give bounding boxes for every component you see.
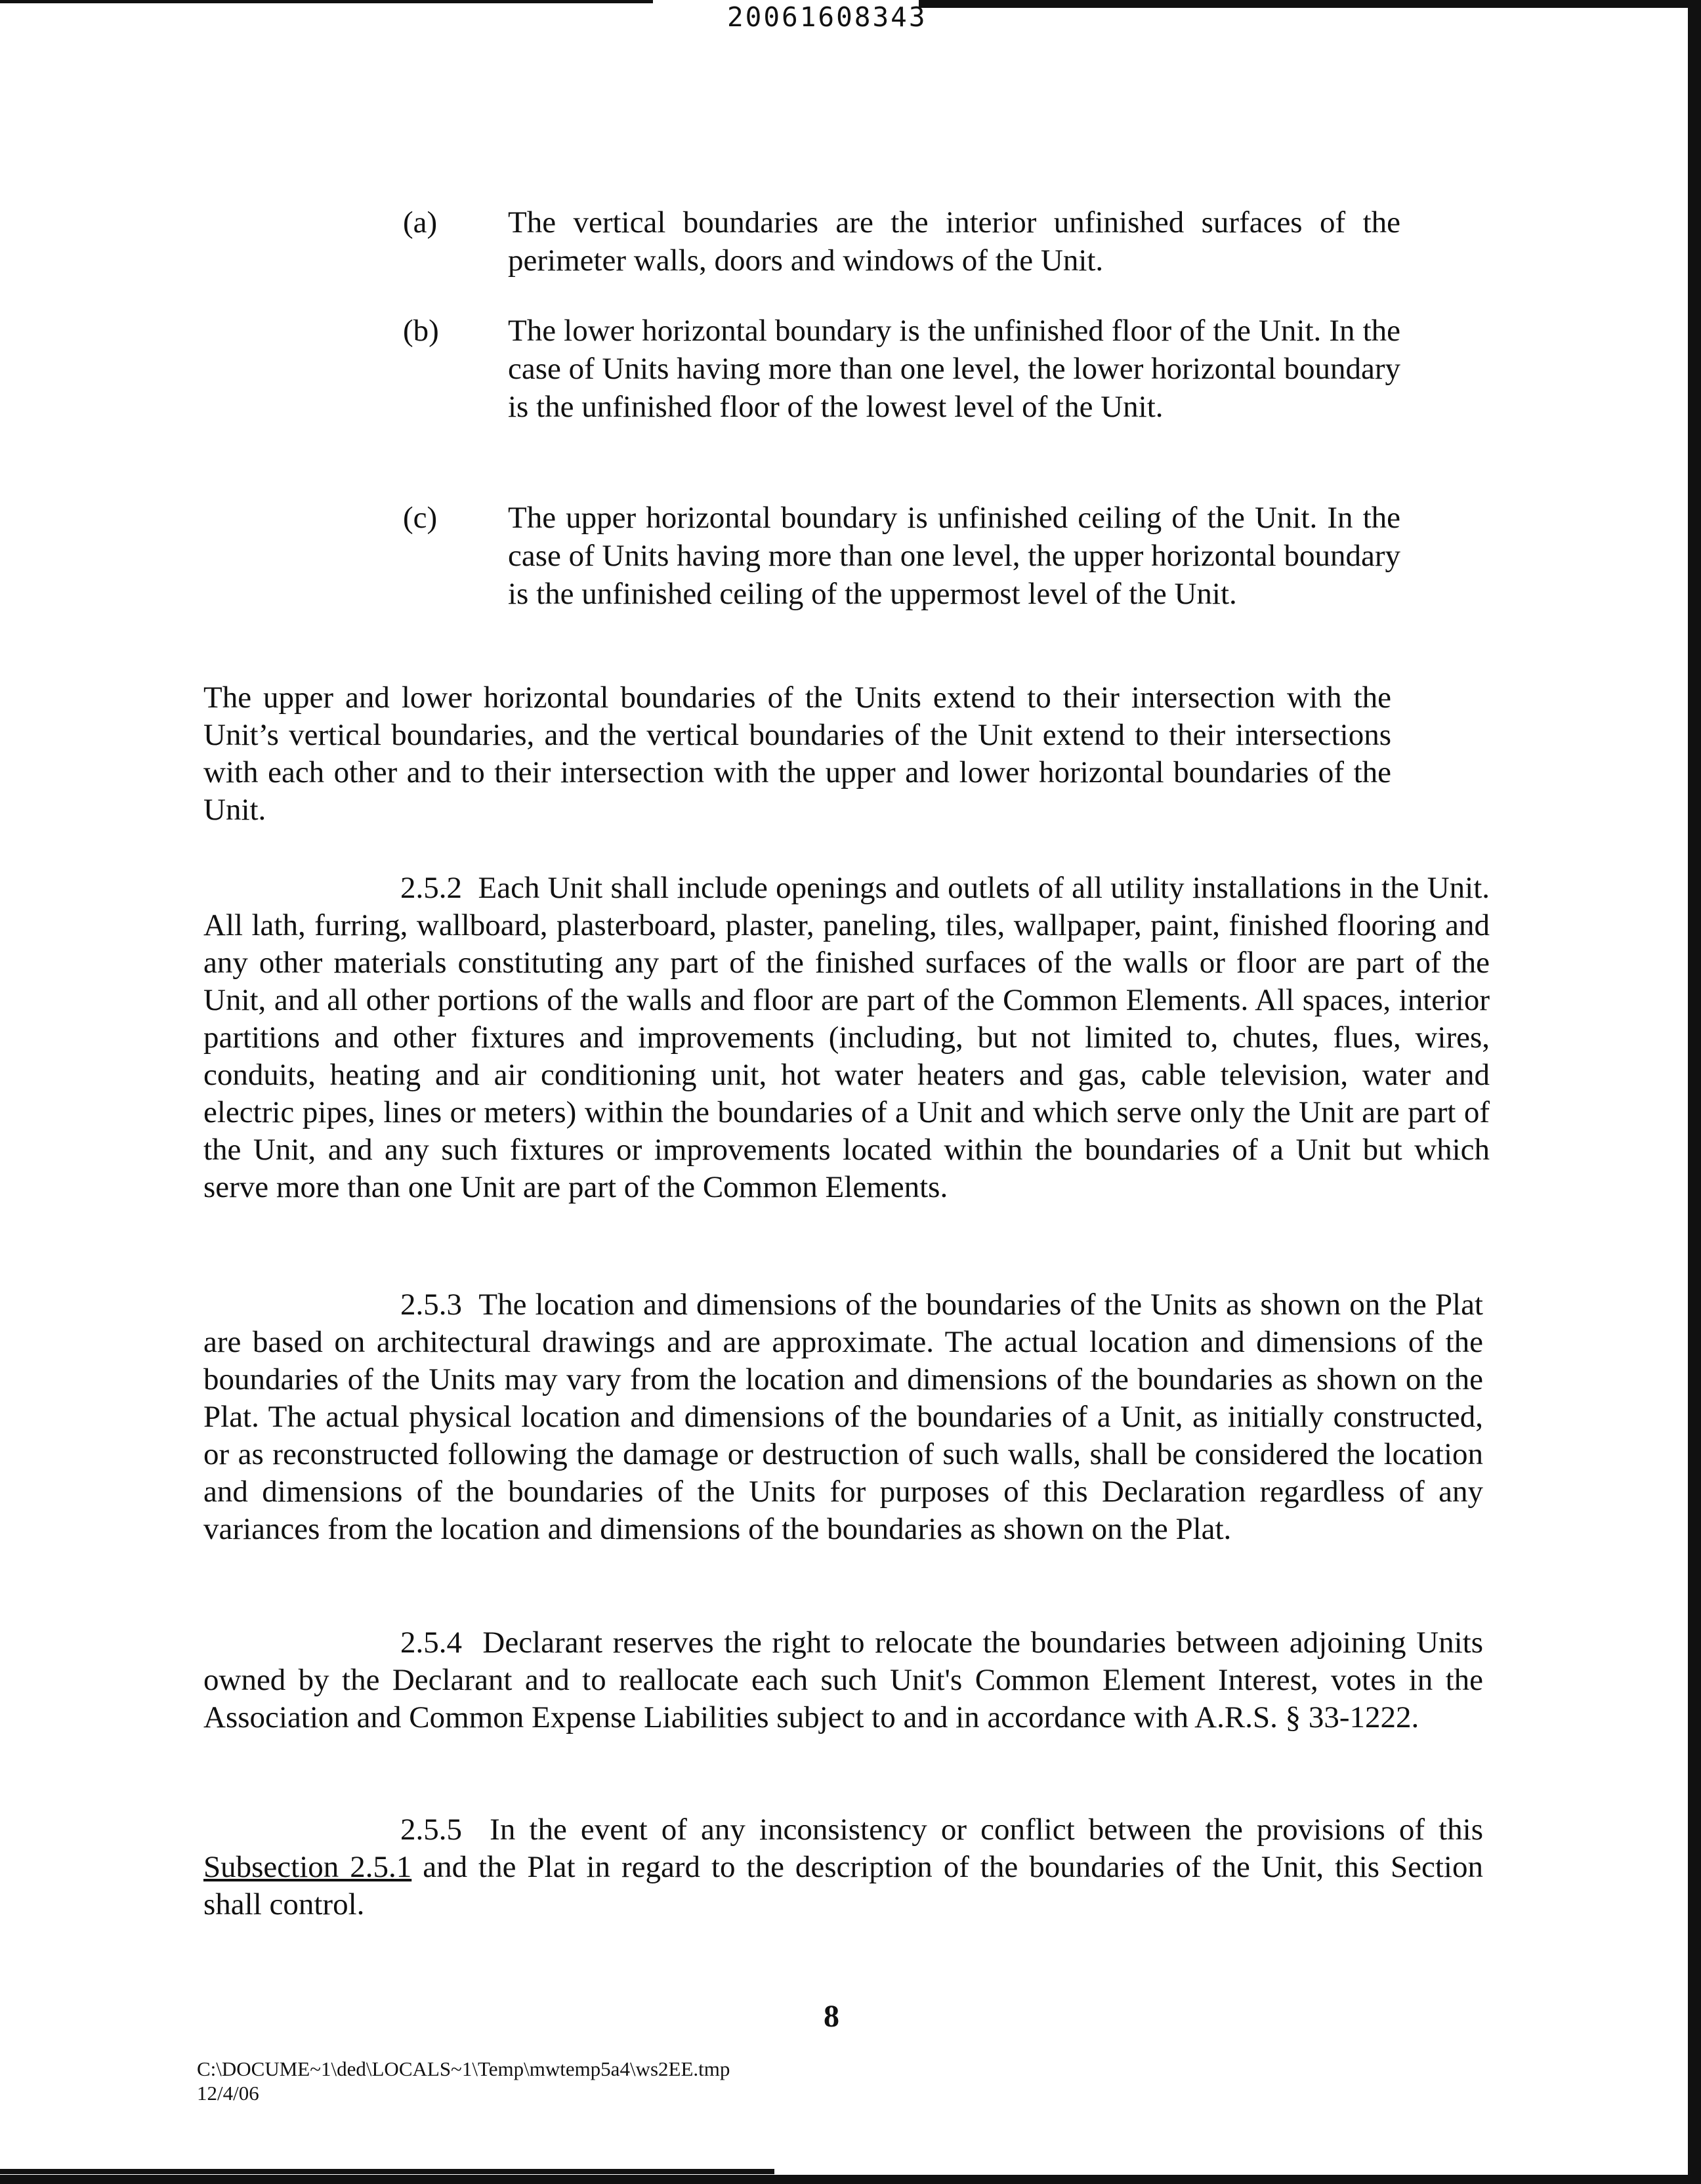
footer-date: 12/4/06 <box>197 2082 259 2105</box>
section-text: The location and dimensions of the boundaries of the Units as shown on the Plat are based on architectural drawings and are approximate. The actual location and dimensions of the boundaries of the Units may vary from the location and dimensions of the boundaries as shown on the Plat. The actual physical location and dimensions of the boundaries of a Unit, as initially constructed, or as reconstructed following the damage or destruction of such walls, shall be considered the location and dimensions of the boundaries of the Units for purposes of this Declaration regardless of any variances from the location and dimensions of the boundaries as shown on the Plat. <box>203 1288 1483 1546</box>
footer-file-path: C:\DOCUME~1\ded\LOCALS~1\Temp\mwtemp5a4\ws2EE.tmp <box>197 2057 730 2080</box>
section-2-5-5 <box>203 1811 1483 1923</box>
section-number: 2.5.4 <box>400 1626 462 1660</box>
document-id: 20061608343 <box>727 1 927 33</box>
scan-border-right <box>1688 0 1701 2184</box>
list-item-text: The vertical boundaries are the interior unfinished surfaces of the perimeter walls, doors and windows of the Unit. <box>508 205 1400 278</box>
page-number: 8 <box>824 1999 839 2034</box>
scan-border-bottom-left <box>0 2169 774 2174</box>
scan-border-top-left <box>0 0 653 3</box>
scan-border-bottom <box>0 2175 1701 2184</box>
section-text: Declarant reserves the right to relocate the boundaries between adjoining Units owned by the Declarant and to reallocate each such Unit's Common Element Interest, votes in the Association and Common Expense Liabilities subject to and in accordance with A.R.S. § 33-1222. <box>203 1626 1483 1734</box>
paragraph-boundaries-extent: The upper and lower horizontal boundaries of the Units extend to their intersection with the Unit’s vertical boundaries, and the vertical boundaries of the Unit extend to their intersections with each other and to their intersection with the upper and lower horizontal boundaries of the Unit. <box>203 681 1391 827</box>
section-number: 2.5.2 <box>400 871 462 905</box>
section-number: 2.5.5 <box>400 1813 462 1847</box>
section-text: Each Unit shall include openings and outlets of all utility installations in the Unit. All lath, furring, wallboard, plasterboard, plaster, paneling, tiles, wallpaper, paint, finished flooring and any other materials constituting any part of the finished surfaces of the walls or floor are part of the Unit, and all other portions of the walls and floor are part of the Common Elements. All spaces, interior partitions and other fixtures and improvements (including, but not limited to, chutes, flues, wires, conduits, heating and air conditioning unit, hot water heaters and gas, cable television, water and electric pipes, lines or meters) within the boundaries of a Unit and which serve only the Unit are part of the Unit, and any such fixtures or improvements located within the boundaries of a Unit but which serve more than one Unit are part of the Common Elements. <box>203 871 1490 1204</box>
section-2-5-2 <box>203 870 1490 1206</box>
section-2-5-3 <box>203 1286 1483 1548</box>
section-2-5-4 <box>203 1624 1483 1736</box>
section-number: 2.5.3 <box>400 1288 462 1322</box>
scan-border-top-right <box>919 0 1701 8</box>
list-item-text: The upper horizontal boundary is unfinished ceiling of the Unit. In the case of Units having more than one level, the upper horizontal boundary is the unfinished ceiling of the uppermost level of the Unit. <box>508 501 1400 611</box>
list-item-label: (a) <box>403 205 438 240</box>
list-item-label: (b) <box>403 314 439 348</box>
subsection-reference: Subsection 2.5.1 <box>203 1850 412 1884</box>
list-item-text: The lower horizontal boundary is the unfinished floor of the Unit. In the case of Units having more than one level, the lower horizontal boundary is the unfinished floor of the lowest level of the Unit. <box>508 314 1400 424</box>
list-item-label: (c) <box>403 501 438 535</box>
section-text: and the Plat in regard to the description of the boundaries of the Unit, this Section shall control. <box>203 1850 1483 1922</box>
section-text: In the event of any inconsistency or conflict between the provisions of this <box>490 1813 1483 1847</box>
